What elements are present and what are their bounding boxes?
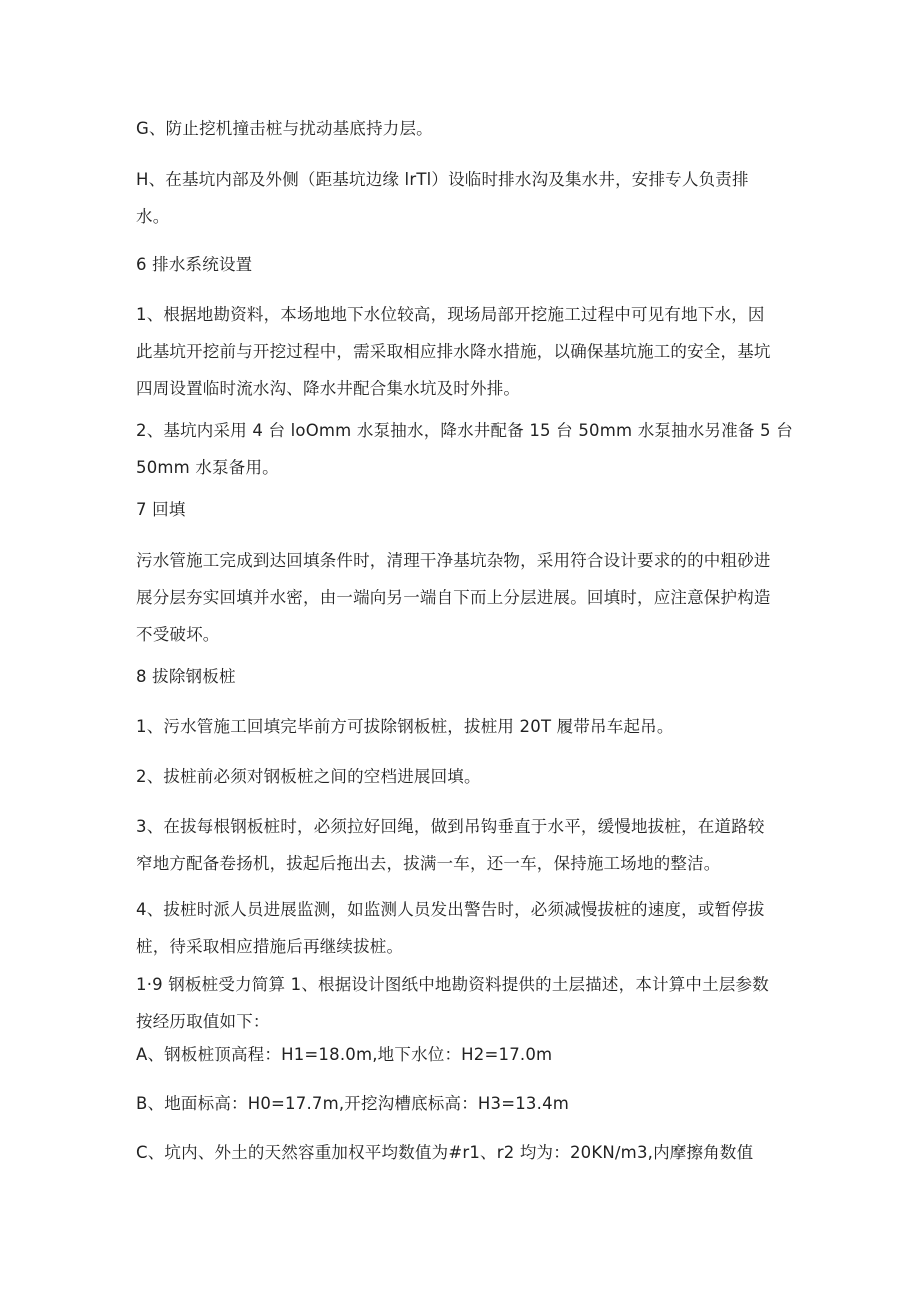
section-heading-7 xyxy=(136,491,784,528)
paragraph-8-3 xyxy=(136,808,784,882)
text-line: 3、在拔每根钢板桩时，必须拉好回绳，做到吊钩垂直于水平，缓慢地拔桩，在道路较 xyxy=(136,817,765,836)
text-line: 2、拔桩前必须对钢板桩之间的空档进展回填。 xyxy=(136,767,481,786)
text-line: 水。 xyxy=(136,207,170,226)
text-line: 桩，待采取相应措施后再继续拔桩。 xyxy=(136,937,404,956)
text-line: 展分层夯实回填并水密，由一端向另一端自下而上分层进展。回填时，应注意保护构造 xyxy=(136,588,771,607)
paragraph-a xyxy=(136,1036,784,1073)
text-line: H、在基坑内部及外侧（距基坑边缘 lrTl）设临时排水沟及集水井，安排专人负责排 xyxy=(136,170,749,189)
section-heading-6 xyxy=(136,246,784,283)
paragraph-g xyxy=(136,110,784,147)
text-line: 4、拔桩时派人员进展监测，如监测人员发出警告时，必须减慢拔桩的速度，或暂停拔 xyxy=(136,900,765,919)
text-line: 50mm 水泵备用。 xyxy=(136,458,279,477)
paragraph-8-4 xyxy=(136,891,784,965)
text-line: 按经历取值如下： xyxy=(136,1012,270,1031)
text-line: 此基坑开挖前与开挖过程中，需采取相应排水降水措施，以确保基坑施工的安全，基坑 xyxy=(136,342,771,361)
paragraph-6-2 xyxy=(136,412,793,486)
text-line: 四周设置临时流水沟、降水井配合集水坑及时外排。 xyxy=(136,379,521,398)
text-line: G、防止挖机撞击桩与扰动基底持力层。 xyxy=(136,119,433,138)
text-line: 1、根据地勘资料，本场地地下水位较高，现场局部开挖施工过程中可见有地下水，因 xyxy=(136,305,765,324)
section-heading-8 xyxy=(136,658,784,695)
text-line: 2、基坑内采用 4 台 loOmm 水泵抽水，降水井配备 15 台 50mm 水泵抽水另准备 5 台 xyxy=(136,421,793,440)
text-line: 7 回填 xyxy=(136,500,186,519)
text-line: 不受破坏。 xyxy=(136,625,220,644)
paragraph-8-1 xyxy=(136,708,784,745)
paragraph-b xyxy=(136,1085,784,1122)
text-line: 1·9 钢板桩受力简算 1、根据设计图纸中地勘资料提供的土层描述，本计算中土层参数 xyxy=(136,975,769,994)
paragraph-6-1 xyxy=(136,296,784,407)
text-line: 污水管施工完成到达回填条件时，清理干净基坑杂物，采用符合设计要求的的中粗砂进 xyxy=(136,551,771,570)
paragraph-c xyxy=(136,1134,784,1171)
text-line: 8 拔除钢板桩 xyxy=(136,667,236,686)
text-line: A、钢板桩顶高程：H1=18.0m,地下水位：H2=17.0m xyxy=(136,1045,553,1064)
text-line: C、坑内、外土的天然容重加权平均数值为#r1、r2 均为：20KN∕m3,内摩擦角数值 xyxy=(136,1143,754,1162)
text-line: B、地面标高：H0=17.7m,开挖沟槽底标高：H3=13.4m xyxy=(136,1094,570,1113)
text-line: 1、污水管施工回填完毕前方可拔除钢板桩，拔桩用 20T 履带吊车起吊。 xyxy=(136,717,674,736)
paragraph-h xyxy=(136,161,784,235)
section-heading-1-9 xyxy=(136,966,784,1040)
text-line: 窄地方配备卷扬机，拔起后拖出去，拔满一车，还一车，保持施工场地的整洁。 xyxy=(136,854,721,873)
text-line: 6 排水系统设置 xyxy=(136,255,253,274)
paragraph-7 xyxy=(136,542,784,653)
paragraph-8-2 xyxy=(136,758,784,795)
